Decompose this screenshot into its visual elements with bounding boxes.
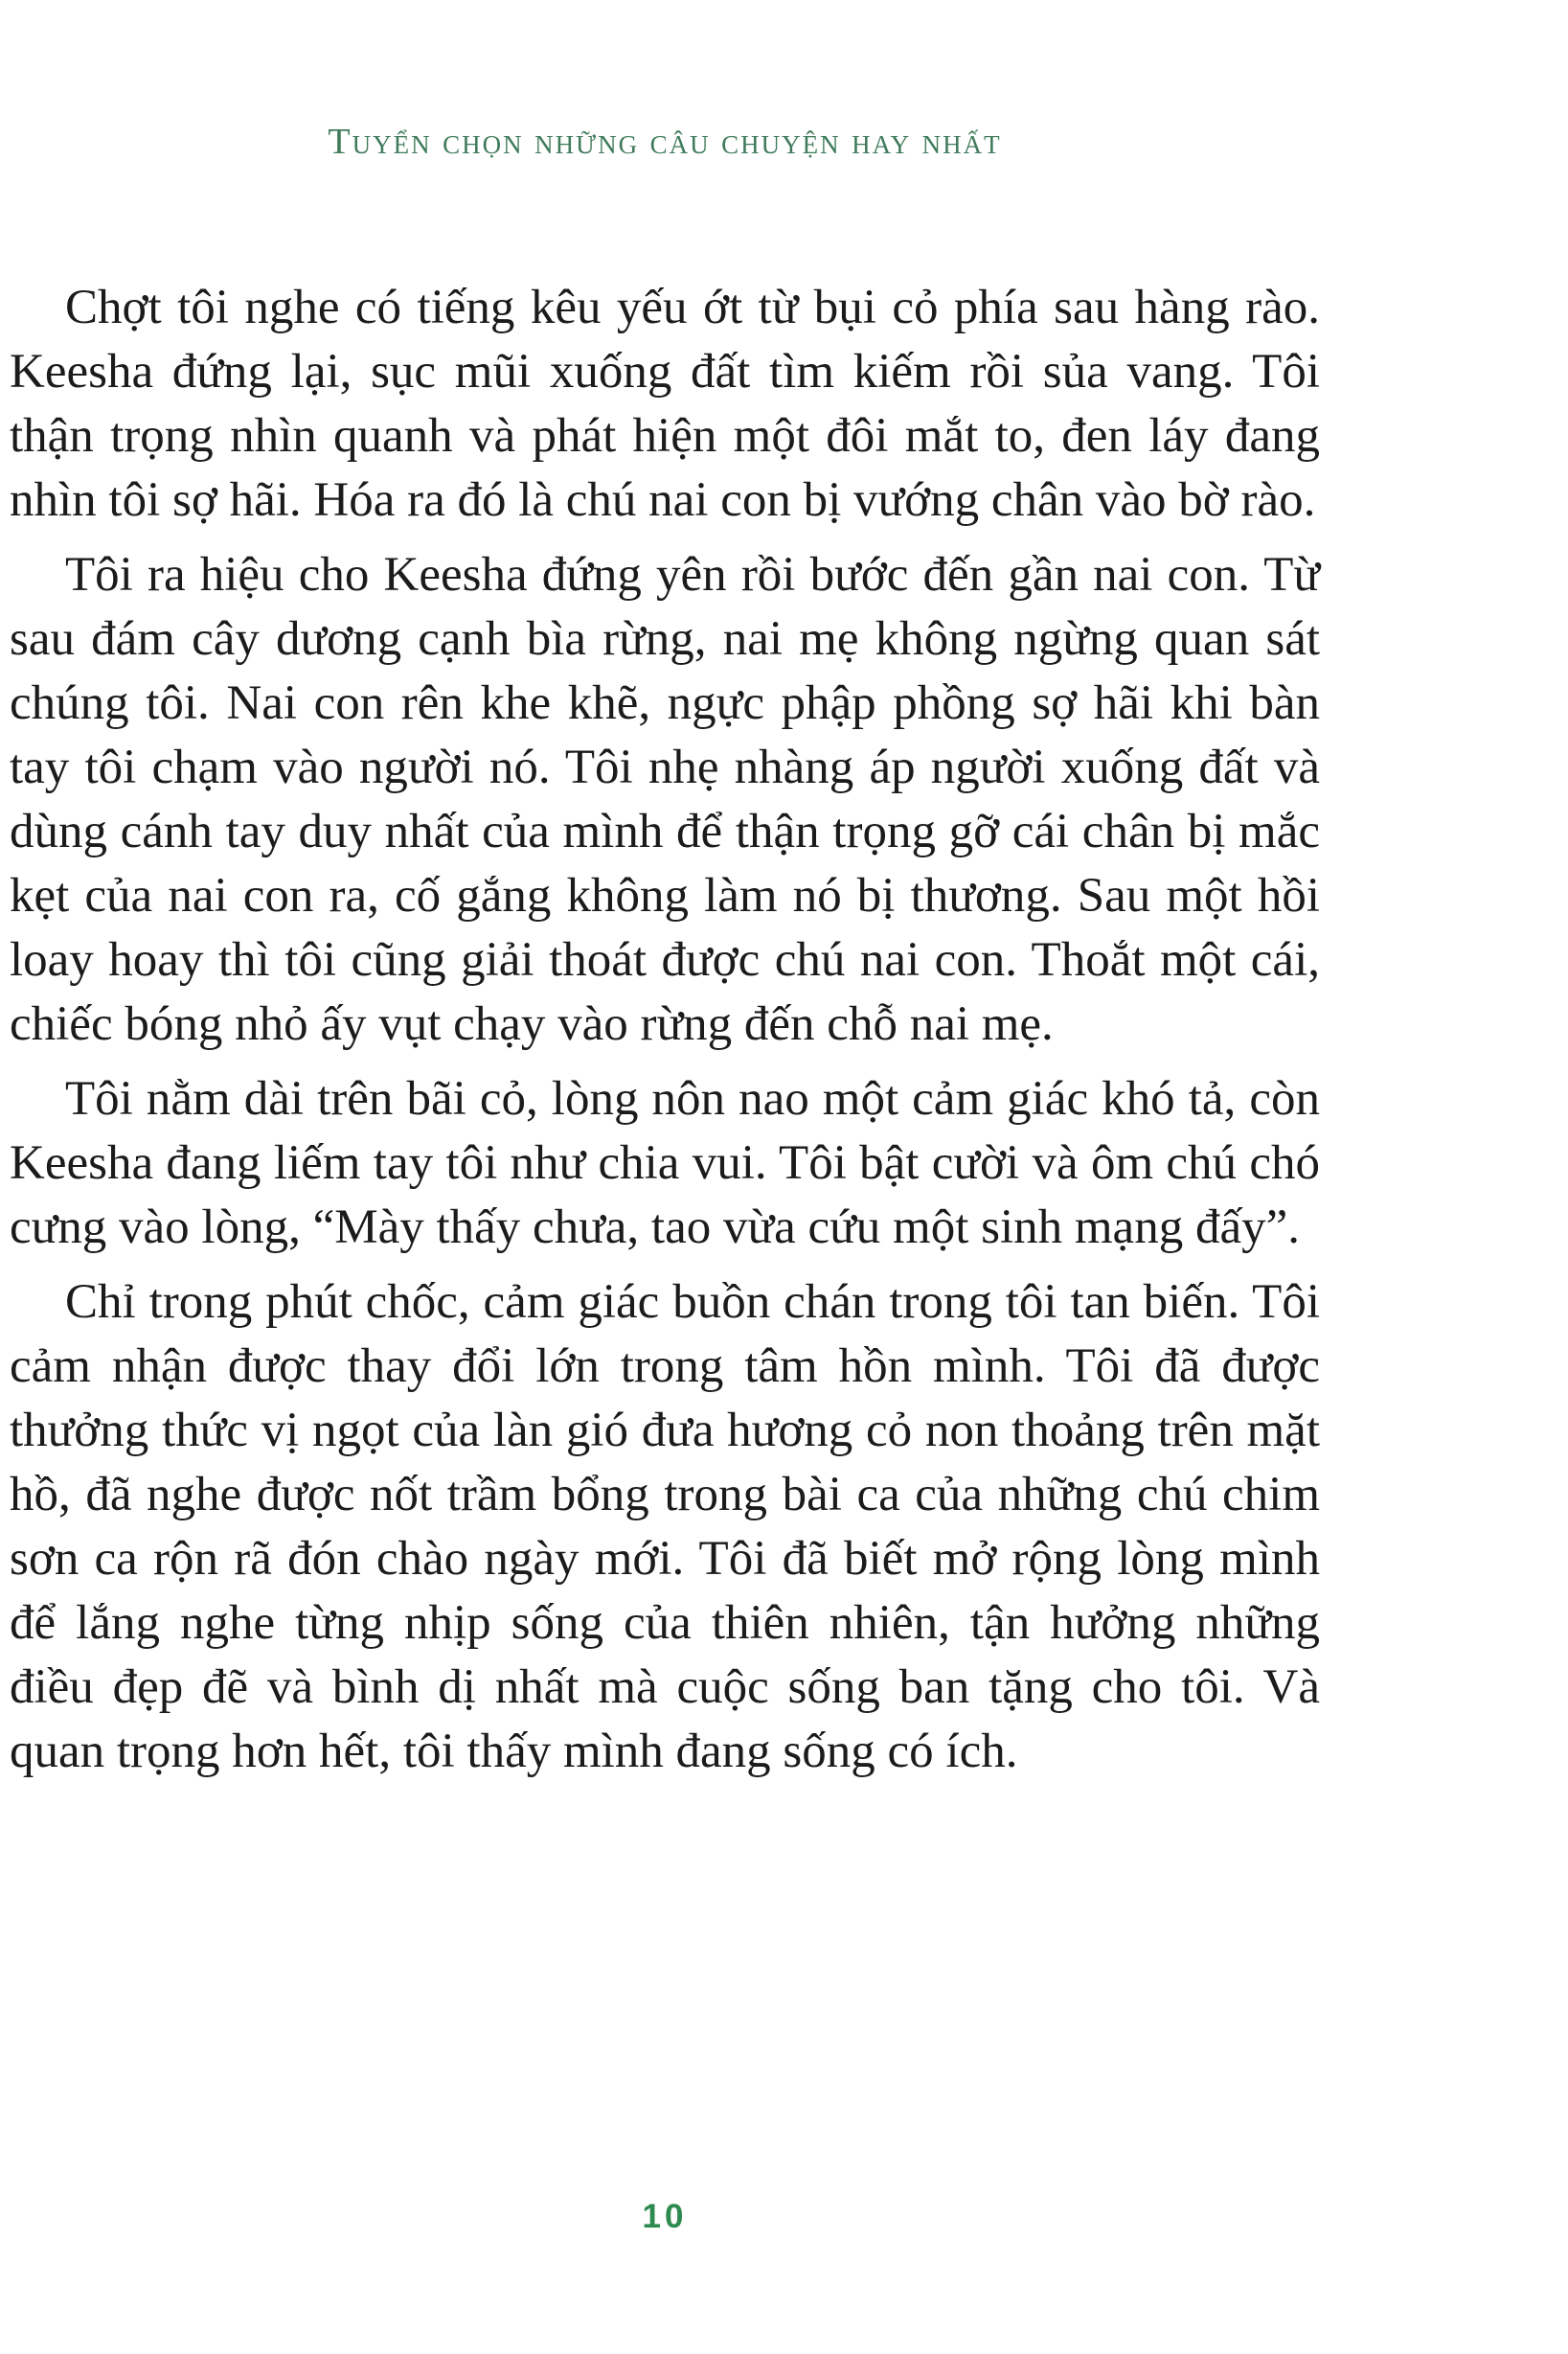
paragraph: Chỉ trong phút chốc, cảm giác buồn chán trong tôi tan biến. Tôi cảm nhận được thay đổi lớn trong tâm hồn mình. Tôi đã được thưởng thức vị ngọt của làn gió đưa hương cỏ non thoảng trên mặt hồ, đã nghe được nốt trầm bổng trong bài ca của những chú chim sơn ca rộn rã đón chào ngày mới. Tôi đã biết mở rộng lòng mình để lắng nghe từng nhịp sống của thiên nhiên, tận hưởng những điều đẹp đẽ và bình dị nhất mà cuộc sống ban tặng cho tôi. Và quan trọng hơn hết, tôi thấy mình đang sống có ích. — [10, 1275, 1320, 1778]
paragraph: Tôi ra hiệu cho Keesha đứng yên rồi bước đến gần nai con. Từ sau đám cây dương cạnh bìa rừng, nai mẹ không ngừng quan sát chúng tôi. Nai con rên khe khẽ, ngực phập phồng sợ hãi khi bàn tay tôi chạm vào người nó. Tôi nhẹ nhàng áp người xuống đất và dùng cánh tay duy nhất của mình để thận trọng gỡ cái chân bị mắc kẹt của nai con ra, cố gắng không làm nó bị thương. Sau một hồi loay hoay thì tôi cũng giải thoát được chú nai con. Thoắt một cái, chiếc bóng nhỏ ấy vụt chạy vào rừng đến chỗ nai mẹ. — [10, 548, 1320, 1051]
paragraph: Chợt tôi nghe có tiếng kêu yếu ớt từ bụi cỏ phía sau hàng rào. Keesha đứng lại, sục mũi xuống đất tìm kiếm rồi sủa vang. Tôi thận trọng nhìn quanh và phát hiện một đôi mắt to, đen láy đang nhìn tôi sợ hãi. Hóa ra đó là chú nai con bị vướng chân vào bờ rào. — [10, 281, 1320, 527]
running-header: Tuyển chọn những câu chuyện hay nhất — [328, 122, 1002, 162]
paragraph: Tôi nằm dài trên bãi cỏ, lòng nôn nao một cảm giác khó tả, còn Keesha đang liếm tay tôi như chia vui. Tôi bật cười và ôm chú chó cưng vào lòng, “Mày thấy chưa, tao vừa cứu một sinh mạng đấy”. — [10, 1072, 1320, 1254]
story-text — [10, 276, 1320, 1794]
page-number: 10 — [642, 2198, 688, 2235]
